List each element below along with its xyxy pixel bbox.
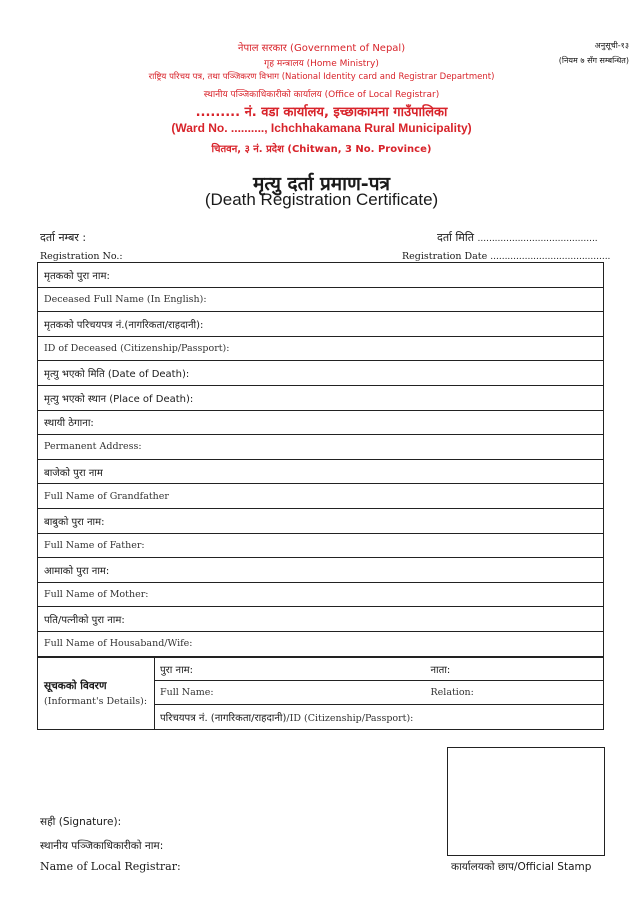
form-field-cell[interactable] <box>38 435 604 460</box>
form-field-label: मृतकको पुरा नाम: <box>44 270 110 282</box>
informant-name-en-cell[interactable] <box>155 681 604 705</box>
form-field-label: बाजेको पुरा नाम <box>44 467 103 479</box>
form-field-label: Permanent Address: <box>44 441 142 453</box>
form-row <box>38 558 604 583</box>
form-row <box>38 631 604 656</box>
header-ward-office: ......... नं. वडा कार्यालय, इच्छाकामना गाउँपालिका <box>195 105 448 120</box>
form-row <box>38 336 604 361</box>
registration-date-label-en: Registration Date .......................................... <box>402 251 611 262</box>
form-row <box>38 312 604 337</box>
form-field-label: मृत्यु भएको मिति (Date of Death): <box>44 369 190 381</box>
header-ward-english: (Ward No. .........., Ichchhakamana Rural Municipality) <box>171 121 472 135</box>
form-field-cell[interactable] <box>38 484 604 509</box>
form-row <box>38 385 604 410</box>
form-field-cell[interactable] <box>38 410 604 435</box>
form-field-cell[interactable] <box>38 607 604 632</box>
registration-number-label-np: दर्ता नम्बर : <box>40 231 87 244</box>
local-registrar-name-en: Name of Local Registrar: <box>40 860 181 873</box>
form-row <box>38 508 604 533</box>
form-field-label: आमाको पुरा नाम: <box>44 565 110 577</box>
form-field-cell[interactable] <box>38 312 604 337</box>
certificate-title-nepali: मृत्यु दर्ता प्रमाण-पत्र <box>253 173 390 195</box>
form-field-label: Deceased Full Name (In English): <box>44 293 207 305</box>
form-field-label: ID of Deceased (Citizenship/Passport): <box>44 343 230 355</box>
form-field-label: Full Name of Mother: <box>44 589 149 601</box>
certificate-title-english: (Death Registration Certificate) <box>204 190 439 209</box>
signature-label: सही (Signature): <box>40 816 122 828</box>
informant-details-table <box>37 657 604 730</box>
header-province: चितवन, ३ नं. प्रदेश (Chitwan, 3 No. Province) <box>211 144 432 155</box>
form-field-label: Full Name of Housaband/Wife: <box>44 638 193 650</box>
informant-name-np-cell[interactable] <box>155 658 604 681</box>
form-row <box>38 287 604 312</box>
form-field-label: Full Name of Grandfather <box>44 490 169 502</box>
informant-id-en: /ID (Citizenship/Passport): <box>286 713 414 724</box>
form-field-label: मृतकको परिचयपत्र नं.(नागरिकता/राहदानी): <box>44 319 204 331</box>
header-ministry: गृह मन्त्रालय (Home Ministry) <box>264 59 379 69</box>
informant-id-np: परिचयपत्र नं. (नागरिकता/राहदानी) <box>160 713 287 724</box>
form-field-cell[interactable] <box>38 459 604 484</box>
form-row <box>38 533 604 558</box>
form-row <box>38 459 604 484</box>
header-government: नेपाल सरकार (Government of Nepal) <box>237 43 406 54</box>
informant-title-en: (Informant's Details): <box>44 696 148 707</box>
informant-title-cell <box>38 658 155 730</box>
form-field-label: स्थायी ठेगाना: <box>44 418 94 430</box>
official-stamp-box <box>447 747 605 856</box>
form-field-cell[interactable] <box>38 558 604 583</box>
header-office: स्थानीय पञ्जिकाधिकारीको कार्यालय (Office of Local Registrar) <box>203 90 440 100</box>
form-row <box>38 263 604 288</box>
informant-full-name-en: Full Name: <box>160 687 214 698</box>
form-field-cell[interactable] <box>38 263 604 288</box>
informant-full-name-np: पुरा नाम: <box>160 665 194 676</box>
header-department: राष्ट्रिय परिचय पत्र, तथा पञ्जिकरण विभाग (National Identity card and Registrar Department) <box>148 72 495 82</box>
form-field-cell[interactable] <box>38 533 604 558</box>
informant-relation-en: Relation: <box>430 687 474 698</box>
form-row <box>38 582 604 607</box>
local-registrar-name-np: स्थानीय पञ्जिकाधिकारीको नाम: <box>40 840 164 852</box>
form-field-cell[interactable] <box>38 631 604 656</box>
form-row <box>38 607 604 632</box>
form-field-cell[interactable] <box>38 582 604 607</box>
form-field-cell[interactable] <box>38 385 604 410</box>
form-row <box>38 435 604 460</box>
form-field-cell[interactable] <box>38 336 604 361</box>
form-row <box>38 361 604 386</box>
form-field-cell[interactable] <box>38 361 604 386</box>
form-row <box>38 410 604 435</box>
informant-title-np: सूचकको विवरण <box>44 680 107 692</box>
registration-number-label-en: Registration No.: <box>40 251 123 262</box>
schedule-rule: (नियम ७ सँग सम्बन्धित) <box>558 56 629 65</box>
schedule-number: अनुसूची-१३ <box>594 41 629 50</box>
registration-date-label-np: दर्ता मिति .......................................... <box>437 231 598 244</box>
form-field-cell[interactable] <box>38 287 604 312</box>
form-field-label: मृत्यु भएको स्थान (Place of Death): <box>44 393 194 405</box>
form-field-cell[interactable] <box>38 508 604 533</box>
informant-id-cell[interactable] <box>155 705 604 730</box>
form-row <box>38 484 604 509</box>
informant-relation-np: नाता: <box>430 665 451 676</box>
deceased-details-table <box>37 262 604 657</box>
form-field-label: बाबुको पुरा नाम: <box>44 516 105 528</box>
form-field-label: Full Name of Father: <box>44 539 145 551</box>
form-field-label: पति/पत्नीको पुरा नाम: <box>44 615 125 627</box>
official-stamp-label: कार्यालयको छाप/Official Stamp <box>451 861 592 873</box>
